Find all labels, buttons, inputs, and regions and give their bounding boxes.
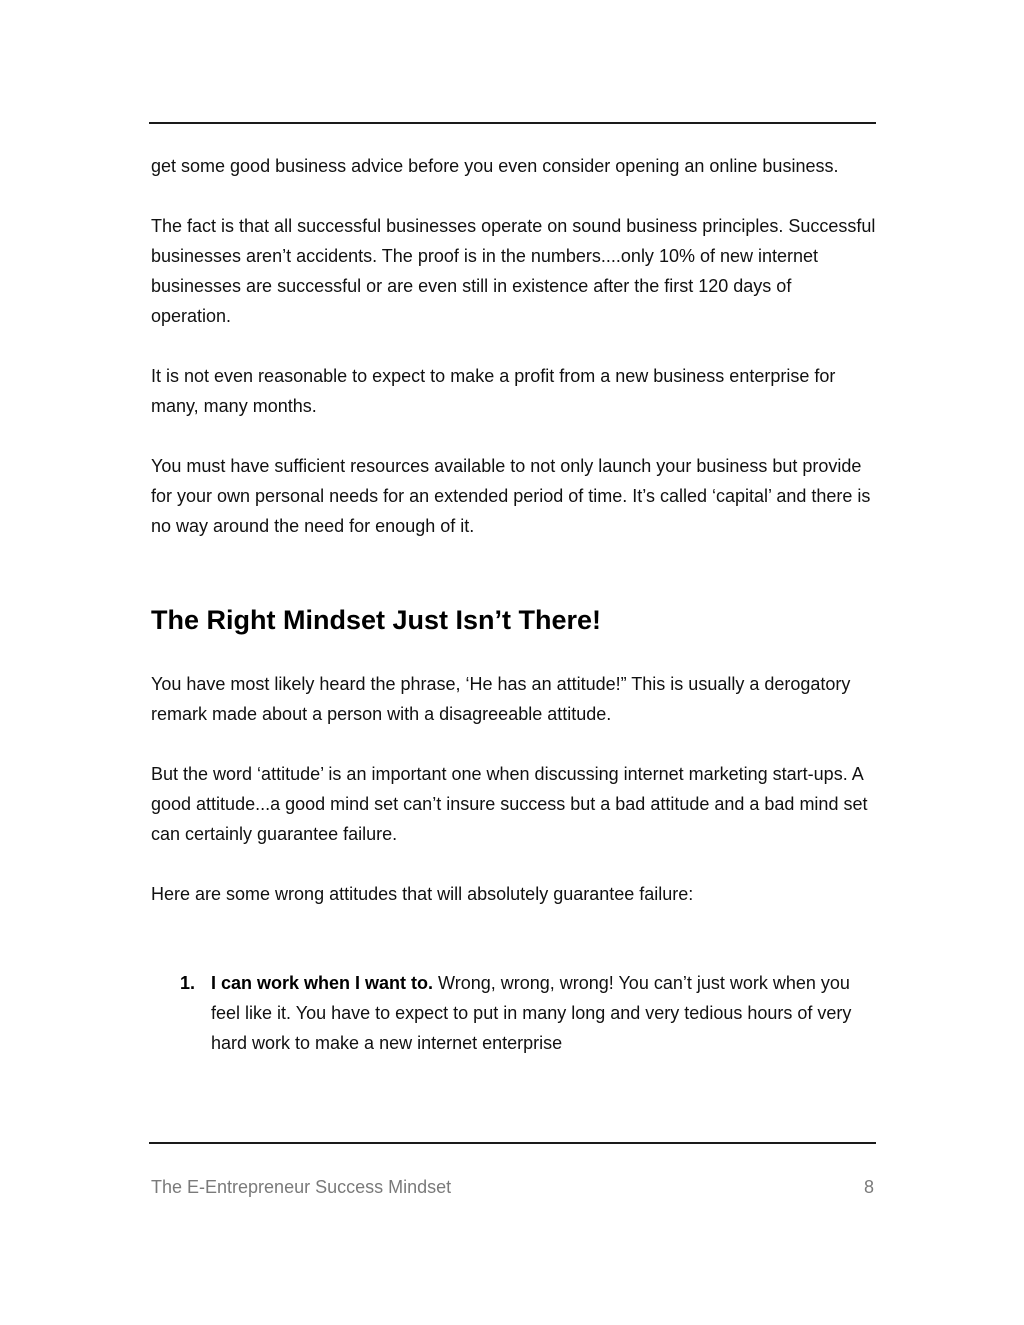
body-paragraph: get some good business advice before you even consider opening an online business.: [151, 156, 839, 176]
list-item: [151, 968, 876, 1058]
numbered-list: [151, 968, 876, 1058]
page-number: 8: [863, 1177, 874, 1197]
list-item-text: Wrong, wrong, wrong! You can’t just work when you feel like it. You have to expect to put in many long and very tedious hours of very hard work to make a new internet enterprise: [211, 973, 852, 1053]
body-paragraph: The fact is that all successful businesses operate on sound business principles. Successful businesses aren’t accidents. The proof is in the numbers....only 10% of new internet businesses are successful or are even still in existence after the first 120 days of operation.: [151, 216, 876, 326]
footer-rule: [149, 1142, 876, 1144]
section-heading: The Right Mindset Just Isn’t There!: [151, 605, 602, 635]
list-item-number: 1.: [180, 973, 196, 993]
body-paragraph: Here are some wrong attitudes that will absolutely guarantee failure:: [151, 884, 694, 904]
page-body: [151, 151, 876, 1058]
body-paragraph: You must have sufficient resources available to not only launch your business but provide for your own personal needs for an extended period of time. It’s called ‘capital’ and there is no way around the need for enough of it.: [151, 456, 871, 536]
body-paragraph: But the word ‘attitude’ is an important one when discussing internet marketing start-ups. A good attitude...a good mind set can’t insure success but a bad attitude and a bad mind set can certainly guarantee failure.: [151, 764, 868, 844]
list-item-lead: I can work when I want to.: [211, 973, 434, 993]
header-rule: [149, 122, 876, 124]
body-paragraph: You have most likely heard the phrase, ‘He has an attitude!” This is usually a derogatory remark made about a person with a disagreeable attitude.: [151, 674, 851, 724]
body-paragraph: It is not even reasonable to expect to make a profit from a new business enterprise for many, many months.: [151, 366, 836, 416]
footer-title: The E-Entrepreneur Success Mindset: [151, 1177, 452, 1197]
